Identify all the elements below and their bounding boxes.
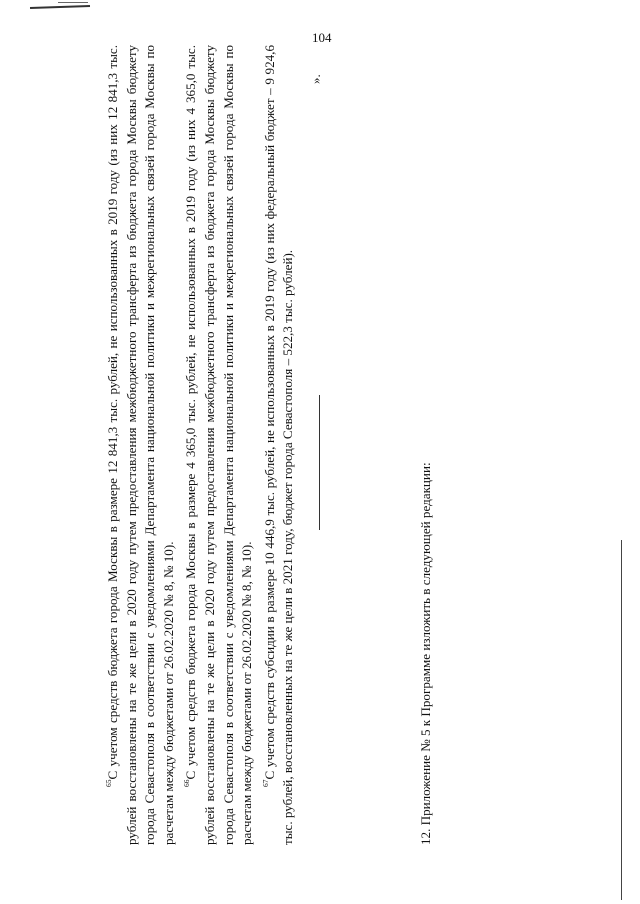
scan-artifact-mark — [30, 5, 90, 9]
item-12-text: 12. Приложение № 5 к Программе изложить в следующей редакции: — [417, 462, 433, 845]
rotated-page-content — [100, 45, 436, 845]
page-number: 104 — [312, 30, 332, 45]
scan-edge-line — [621, 540, 622, 900]
footnote-66 — [178, 45, 256, 845]
footnote-separator — [319, 395, 320, 530]
footnote-67 — [257, 45, 298, 845]
footnote-65-marker: 65 — [104, 779, 113, 787]
footnote-65 — [100, 45, 178, 845]
footnote-67-marker: 67 — [260, 779, 270, 787]
footnote-66-marker: 66 — [182, 779, 192, 787]
closing-quote: ». — [308, 74, 323, 84]
footnote-67-text: С учетом средств субсидии в размере 10 446,9 тыс. рублей, не использованных в 2019 году (из них федеральный бюджет – 9 924,6 тыс. рублей, восстановленных на те же цели в 2021 году, бюджет города Севастополя – 522,3 тыс. рублей). — [261, 45, 296, 845]
footnote-65-text: С учетом средств бюджета города Москвы в размере 12 841,3 тыс. рублей, не использованных в 2019 году (из них 12 841,3 тыс. рублей восстановлены на те же цели в 2020 году путем предоставления межбюджетного трансферта из бюджета города Москвы бюджету города Севастополя в соответствии с уведомлениями Департамента национальной политики и межрегиональных связей города Москвы по расчетам между бюджетами от 26.02.2020 № 8, № 10). — [105, 45, 176, 845]
footnote-66-text: С учетом средств бюджета города Москвы в размере 4 365,0 тыс. рублей, не использованных в 2019 году (из них 4 365,0 тыс. рублей восстановлены на те же цели в 2020 году путем предоставления межбюджетного трансферта из бюджета города Москвы бюджету города Севастополя в соответствии с уведомлениями Департамента национальной политики и межрегиональных связей города Москвы по расчетам между бюджетами от 26.02.2020 № 8, № 10). — [183, 45, 255, 845]
scan-artifact-mark-small — [58, 2, 88, 3]
